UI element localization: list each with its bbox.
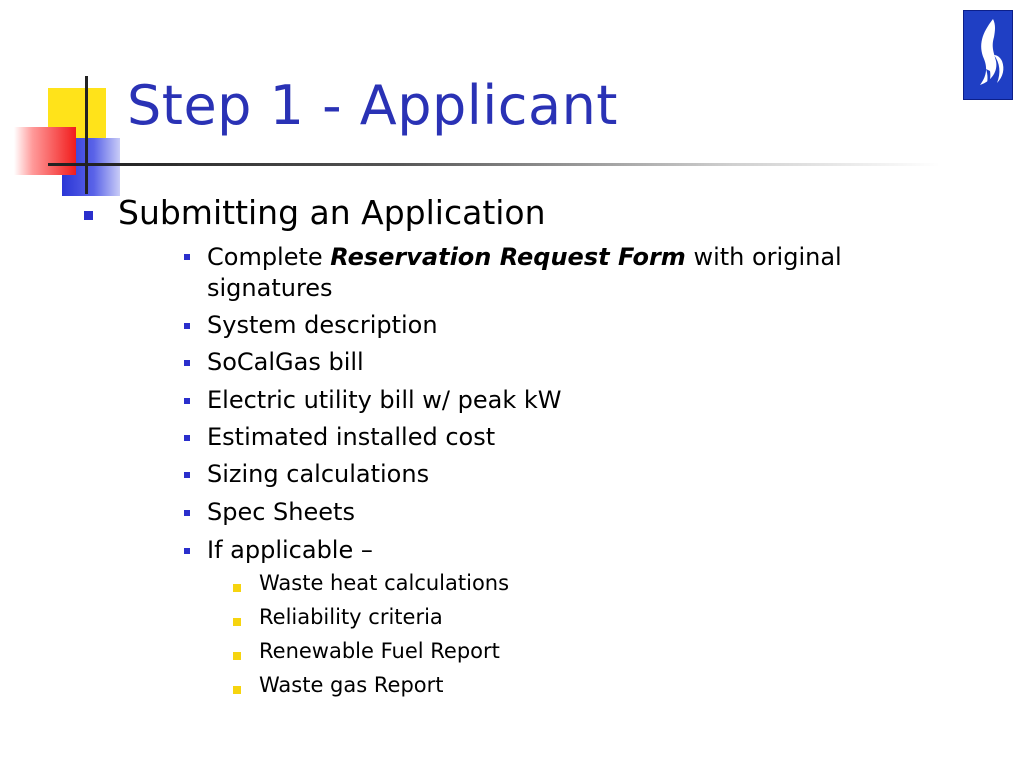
- bullet-marker: [84, 211, 93, 220]
- sub-bullet-marker: [233, 652, 241, 660]
- title-underline: [100, 163, 940, 166]
- bullet-marker: [184, 548, 190, 554]
- sub-bullet-marker: [233, 584, 241, 592]
- list-item-text: signatures: [207, 274, 333, 302]
- company-logo: [963, 10, 1013, 100]
- form-name-emphasis: Reservation Request Form: [330, 243, 686, 271]
- list-item: SoCalGas bill: [207, 348, 364, 376]
- decor-red-square: [14, 127, 76, 175]
- list-item: If applicable –: [207, 536, 373, 564]
- list-item-text: with original: [685, 243, 842, 271]
- list-item-reservation-form: [207, 242, 842, 304]
- sub-list-item: Waste gas Report: [259, 673, 444, 697]
- bullet-marker: [184, 510, 190, 516]
- bullet-marker: [184, 323, 190, 329]
- flame-icon: [964, 11, 1014, 101]
- list-item: Sizing calculations: [207, 460, 430, 488]
- bullet-marker: [184, 435, 190, 441]
- sub-list-item: Renewable Fuel Report: [259, 639, 500, 663]
- bullet-marker: [184, 398, 190, 404]
- bullet-marker: [184, 360, 190, 366]
- slide-title: Step 1 - Applicant: [127, 74, 618, 137]
- sub-bullet-marker: [233, 686, 241, 694]
- list-item-text: Complete: [207, 243, 331, 271]
- bullet-marker: [184, 254, 190, 260]
- decor-horizontal-line: [48, 163, 108, 166]
- bullet-marker: [184, 472, 190, 478]
- main-bullet-text: Submitting an Application: [118, 193, 546, 232]
- list-item: Electric utility bill w/ peak kW: [207, 386, 562, 414]
- list-item: Estimated installed cost: [207, 423, 496, 451]
- sub-list-item: Waste heat calculations: [259, 571, 510, 595]
- sub-list-item: Reliability criteria: [259, 605, 443, 629]
- sub-bullet-marker: [233, 618, 241, 626]
- list-item: System description: [207, 311, 438, 339]
- list-item: Spec Sheets: [207, 498, 355, 526]
- decor-vertical-line: [85, 76, 88, 194]
